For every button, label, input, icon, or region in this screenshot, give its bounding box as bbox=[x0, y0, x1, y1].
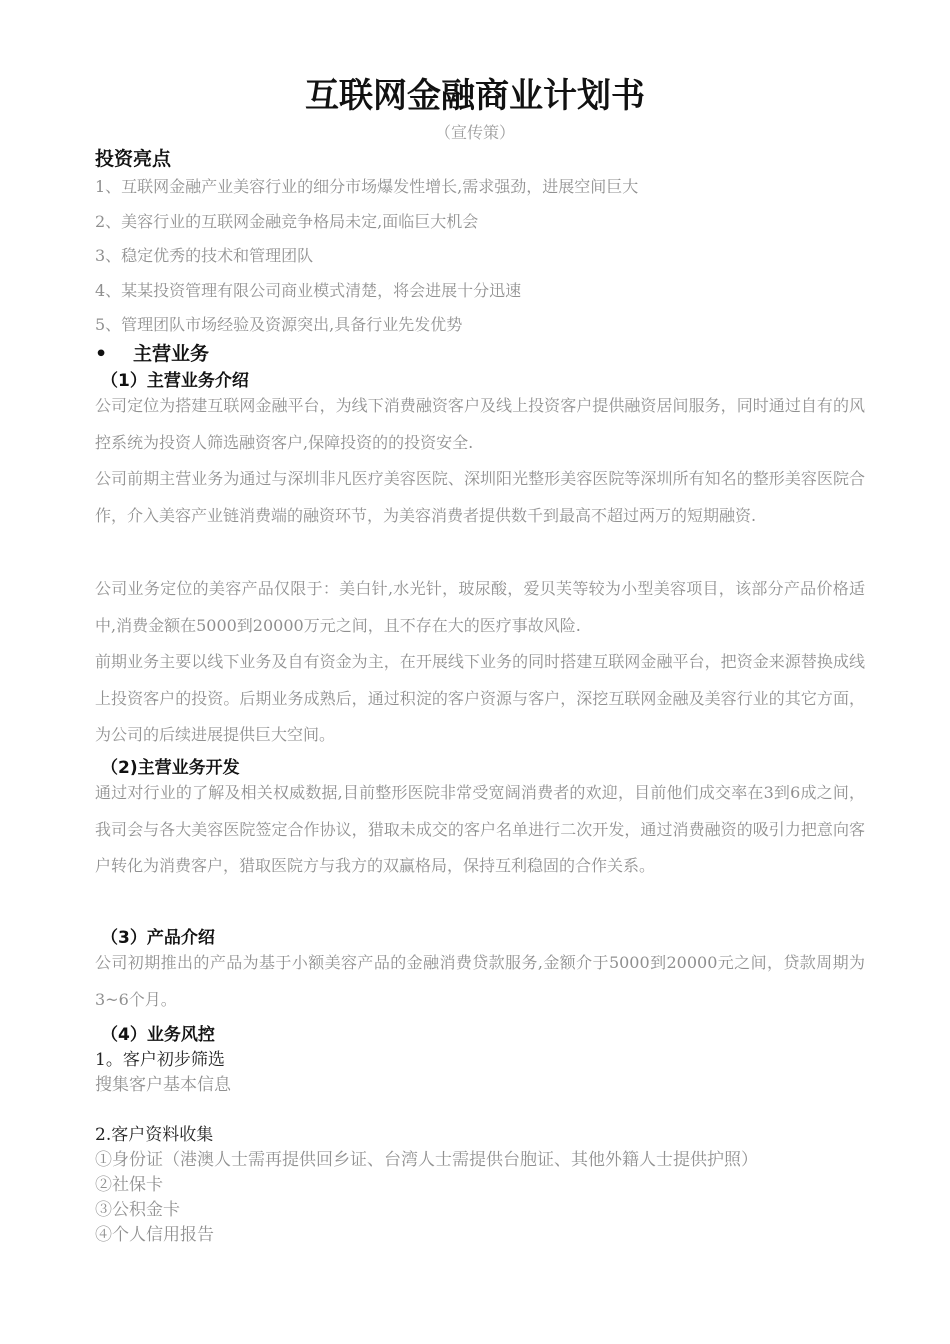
list-item: ④个人信用报告 bbox=[95, 1225, 214, 1245]
investment-highlights-list bbox=[95, 170, 875, 343]
product-intro-paragraph: 公司初期推出的产品为基于小额美容产品的金融消费贷款服务,金额介于5000到20000元之间，贷款周期为3~6个月。 bbox=[95, 953, 865, 1009]
risk-step-2-title: 2.客户资料收集 bbox=[95, 1125, 214, 1145]
business-development-paragraph: 通过对行业的了解及相关权威数据,目前整形医院非常受宽阔消费者的欢迎，目前他们成交率在3到6成之间，我司会与各大美容医院签定合作协议，猎取未成交的客户名单进行二次开发，通过消费融资的吸引力把意向客户转化为消费客户，猎取医院方与我方的双赢格局，保持互利稳固的合作关系。 bbox=[95, 783, 865, 876]
list-item: ②社保卡 bbox=[95, 1175, 163, 1195]
list-item: 5、管理团队市场经验及资源突出,具备行业先发优势 bbox=[95, 315, 463, 334]
risk-step-1-body: 搜集客户基本信息 bbox=[95, 1075, 231, 1095]
business-intro-paragraph-2: 公司前期主营业务为通过与深圳非凡医疗美容医院、深圳阳光整形美容医院等深圳所有知名的整形美容医院合作，介入美容产业链消费端的融资环节，为美容消费者提供数千到最高不超过两万的短期融资. bbox=[95, 469, 865, 525]
business-intro-paragraph-3: 公司业务定位的美容产品仅限于：美白针,水光针，玻尿酸，爱贝芙等较为小型美容项目，该部分产品价格适中,消费金额在5000到20000万元之间，且不存在大的医疗事故风险. bbox=[95, 579, 865, 635]
main-business-heading bbox=[95, 341, 209, 367]
investment-highlights-heading: 投资亮点 bbox=[95, 148, 172, 170]
business-intro-heading: （1）主营业务介绍 bbox=[101, 371, 249, 391]
list-item: 2、美容行业的互联网金融竞争格局未定,面临巨大机会 bbox=[95, 211, 479, 231]
business-intro-paragraph-4: 前期业务主要以线下业务及自有资金为主，在开展线下业务的同时搭建互联网金融平台，把资金来源替换成线上投资客户的投资。后期业务成熟后，通过积淀的客户资源与客户，深挖互联网金融及美容行业的其它方面，为公司的后续进展提供巨大空间。 bbox=[95, 652, 865, 745]
list-item: 3、稳定优秀的技术和管理团队 bbox=[95, 246, 314, 265]
document-subtitle: （宣传策） bbox=[434, 123, 515, 142]
business-development-heading: （2)主营业务开发 bbox=[101, 758, 240, 778]
business-intro-paragraph-1: 公司定位为搭建互联网金融平台，为线下消费融资客户及线上投资客户提供融资居间服务，同时通过自有的风控系统为投资人筛选融资客户,保障投资的的投资安全. bbox=[95, 396, 865, 452]
list-item: ①身份证（港澳人士需再提供回乡证、台湾人士需提供台胞证、其他外籍人士提供护照） bbox=[95, 1150, 758, 1170]
list-item: 1、互联网金融产业美容行业的细分市场爆发性增长,需求强劲，进展空间巨大 bbox=[95, 177, 639, 196]
bullet-icon: • bbox=[95, 343, 108, 365]
document-title: 互联网金融商业计划书 bbox=[305, 76, 645, 116]
risk-control-heading: （4）业务风控 bbox=[101, 1025, 215, 1045]
risk-step-1-title: 1。客户初步筛选 bbox=[95, 1050, 225, 1070]
list-item: 4、某某投资管理有限公司商业模式清楚，将会进展十分迅速 bbox=[95, 280, 522, 300]
main-business-heading-text: 主营业务 bbox=[133, 343, 210, 365]
product-intro-heading: （3）产品介绍 bbox=[101, 928, 215, 948]
list-item: ③公积金卡 bbox=[95, 1200, 180, 1220]
